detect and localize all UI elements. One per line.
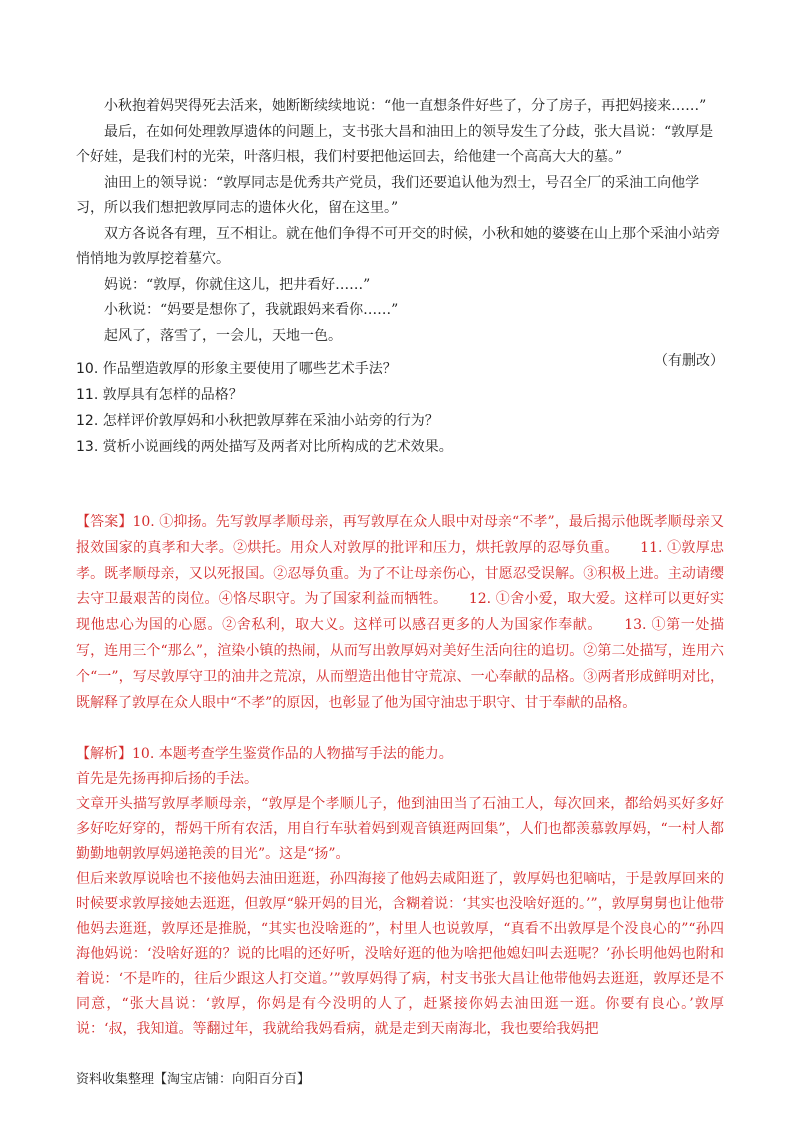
story-paragraph: 起风了，落雪了，一会儿，天地一色。	[104, 327, 342, 344]
analysis-line: 但后来敦厚说啥也不接他妈去油田逛逛，孙四海接了他妈去咸阳逛了，敦厚妈也犯嘀咕，于是敦厚回来的时候要求敦厚接她去逛逛，但敦厚“躲开妈的目光，含糊着说：‘其实也没啥好逛的。’”，敦厚舅舅也让他带他妈去逛逛，敦厚还是推脱，“其实也没啥逛的”，村里人也说敦厚，“真看不出敦厚是个没良心的”“孙四海他妈说：‘没啥好逛的？说的比唱的还好听，没啥好逛的他为啥把他媳妇叫去逛呢？’孙长明他妈也附和着说：‘不是咋的，往后少跟这人打交道。’”敦厚妈得了病，村支书张大昌让他带他妈去逛逛，敦厚还是不同意，“张大昌说：‘敦厚，你妈是有今没明的人了，赶紧接你妈去油田逛一逛。你要有良心。’敦厚说：‘叔，我知道。等翻过年，我就给我妈看病，就是走到天南海北，我也要给我妈把	[76, 871, 724, 1037]
analysis-text: 10. 本题考查学生鉴赏作品的人物描写手法的能力。	[132, 746, 453, 762]
analysis-line: 文章开头描写敦厚孝顺母亲，“敦厚是个孝顺儿子，他到油田当了石油工人，每次回来，都给妈买好多好多好吃好穿的，帮妈干所有农活，用自行车驮着妈到观音镇逛两回集”，人们也都羡慕敦厚妈，“一村人都勤勤地朝敦厚妈递艳羡的目光”。这是“扬”。	[76, 796, 724, 862]
analysis-line: 首先是先扬再抑后扬的手法。	[76, 771, 258, 787]
analysis-tag: 【解析】	[76, 746, 132, 762]
page-footer: 资料收集整理【淘宝店铺：向阳百分百】	[76, 1072, 311, 1087]
answer-paragraph	[76, 510, 724, 716]
story-paragraph: 小秋说：“妈要是想你了，我就跟妈来看你……”	[104, 302, 399, 318]
question-item: 12. 怎样评价敦厚妈和小秋把敦厚葬在采油小站旁的行为？	[76, 413, 439, 429]
story-paragraph: 最后，在如何处理敦厚遗体的问题上，支书张大昌和油田上的领导发生了分歧，张大昌说：“敦厚是个好娃，是我们村的光荣，叶落归根，我们村要把他运回去，给他建一个高高大大的墓。”	[76, 123, 714, 165]
question-list	[76, 356, 724, 460]
story-paragraph: 油田上的领导说：“敦厚同志是优秀共产党员，我们还要追认他为烈士，号召全厂的采油工向他学习，所以我们想把敦厚同志的遗体火化，留在这里。”	[76, 174, 700, 216]
analysis-line	[76, 742, 724, 767]
story-paragraph: 双方各说各有理，互不相让。就在他们争得不可开交的时候，小秋和她的婆婆在山上那个采油小站旁悄悄地为敦厚挖着墓穴。	[76, 225, 720, 267]
question-item: 10. 作品塑造敦厚的形象主要使用了哪些艺术手法？	[76, 361, 397, 377]
question-item: 13. 赏析小说画线的两处描写及两者对比所构成的艺术效果。	[76, 439, 453, 455]
answer-section	[76, 510, 724, 716]
story-excerpt	[76, 94, 724, 375]
question-item: 11. 敦厚具有怎样的品格？	[76, 387, 243, 403]
analysis-section	[76, 742, 724, 1042]
story-paragraph: 小秋抱着妈哭得死去活来，她断断续续地说：“他一直想条件好些了，分了房子，再把妈接来……”	[104, 98, 707, 114]
story-paragraph: 妈说：“敦厚，你就住这儿，把井看好……”	[104, 276, 371, 293]
source-note: （有删改）	[654, 353, 724, 369]
answer-tag: 【答案】	[76, 514, 133, 530]
answer-text: 10. ①抑扬。先写敦厚孝顺母亲，再写敦厚在众人眼中对母亲“不孝”，最后揭示他既孝顺母亲又报效国家的真孝和大孝。②烘托。用众人对敦厚的批评和压力，烘托敦厚的忍辱负重。 11. ①敦厚忠孝。既孝顺母亲，又以死报国。②忍辱负重。为了不让母亲伤心，甘愿忍受误解。③积极上进。主动请缨去守卫最艰苦的岗位。④恪尽职守。为了国家利益而牺牲。 12. ①舍小爱，取大爱。这样可以更好实现他忠心为国的心愿。②舍私利，取大义。这样可以感召更多的人为国家作奉献。 13. ①第一处描写，连用三个“那么”，渲染小镇的热闹，从而写出敦厚妈对美好生活向往的追切。②第二处描写，连用六个“一”，写尽敦厚守卫的油井之荒凉，从而塑造出他甘守荒凉、一心奉献的品格。③两者形成鲜明对比，既解释了敦厚在众人眼中“不孝”的原因，也彰显了他为国守油忠于职守、甘于奉献的品格。	[76, 514, 725, 711]
